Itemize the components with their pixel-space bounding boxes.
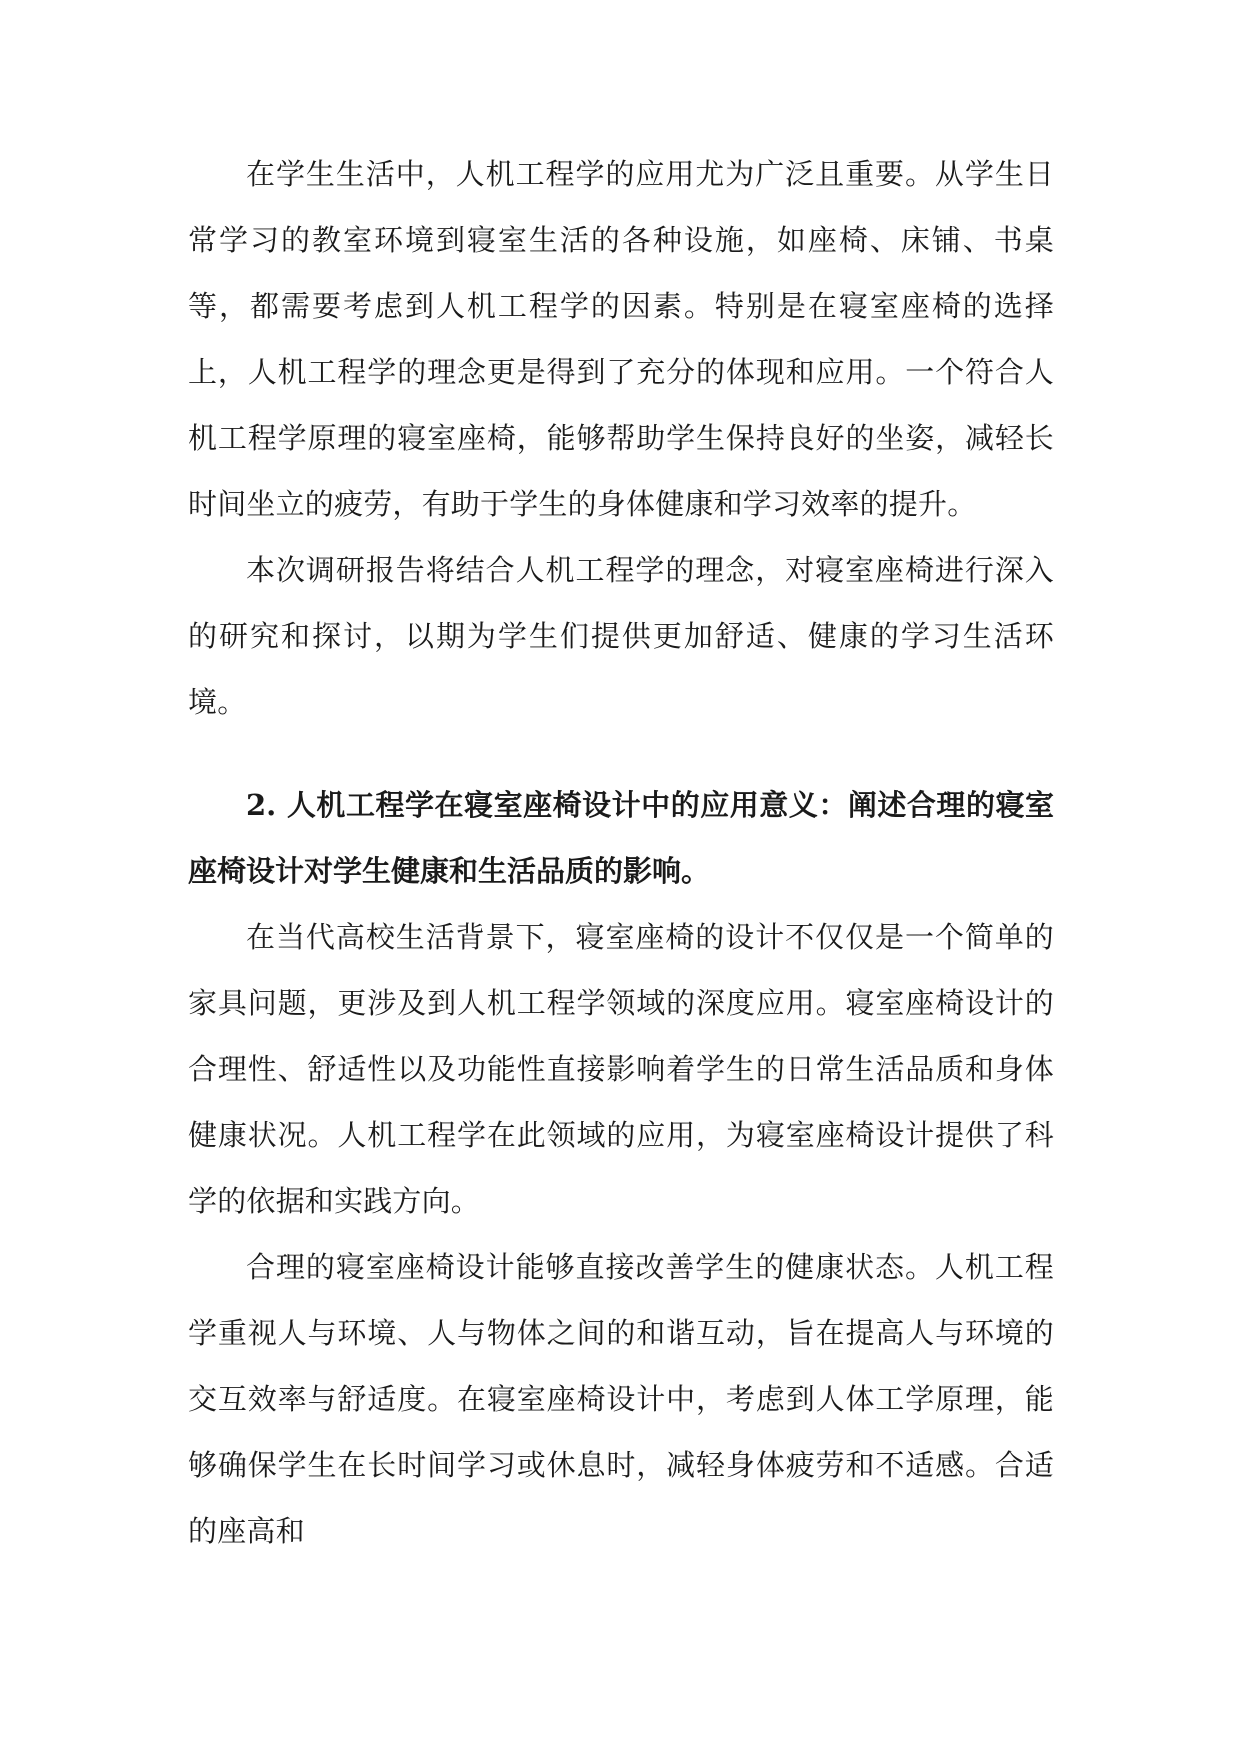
section-heading: 2. 人机工程学在寝室座椅设计中的应用意义：阐述合理的寝室座椅设计对学生健康和生活品质的影响。 [188, 788, 1054, 888]
paragraph-intro-1: 在学生生活中，人机工程学的应用尤为广泛且重要。从学生日常学习的教室环境到寝室生活的各种设施，如座椅、床铺、书桌等，都需要考虑到人机工程学的因素。特别是在寝室座椅的选择上，人机工程学的理念更是得到了充分的体现和应用。一个符合人机工程学原理的寝室座椅，能够帮助学生保持良好的坐姿，减轻长时间坐立的疲劳，有助于学生的身体健康和学习效率的提升。 [188, 157, 1054, 521]
paragraph-section-1: 在当代高校生活背景下，寝室座椅的设计不仅仅是一个简单的家具问题，更涉及到人机工程学领域的深度应用。寝室座椅设计的合理性、舒适性以及功能性直接影响着学生的日常生活品质和身体健康状况。人机工程学在此领域的应用，为寝室座椅设计提供了科学的依据和实践方向。 [188, 920, 1054, 1218]
document-body [188, 141, 1054, 1564]
paragraph-section-2: 合理的寝室座椅设计能够直接改善学生的健康状态。人机工程学重视人与环境、人与物体之间的和谐互动，旨在提高人与环境的交互效率与舒适度。在寝室座椅设计中，考虑到人体工学原理，能够确保学生在长时间学习或休息时，减轻身体疲劳和不适感。合适的座高和 [188, 1250, 1054, 1548]
paragraph-intro-2: 本次调研报告将结合人机工程学的理念，对寝室座椅进行深入的研究和探讨，以期为学生们提供更加舒适、健康的学习生活环境。 [188, 553, 1054, 719]
